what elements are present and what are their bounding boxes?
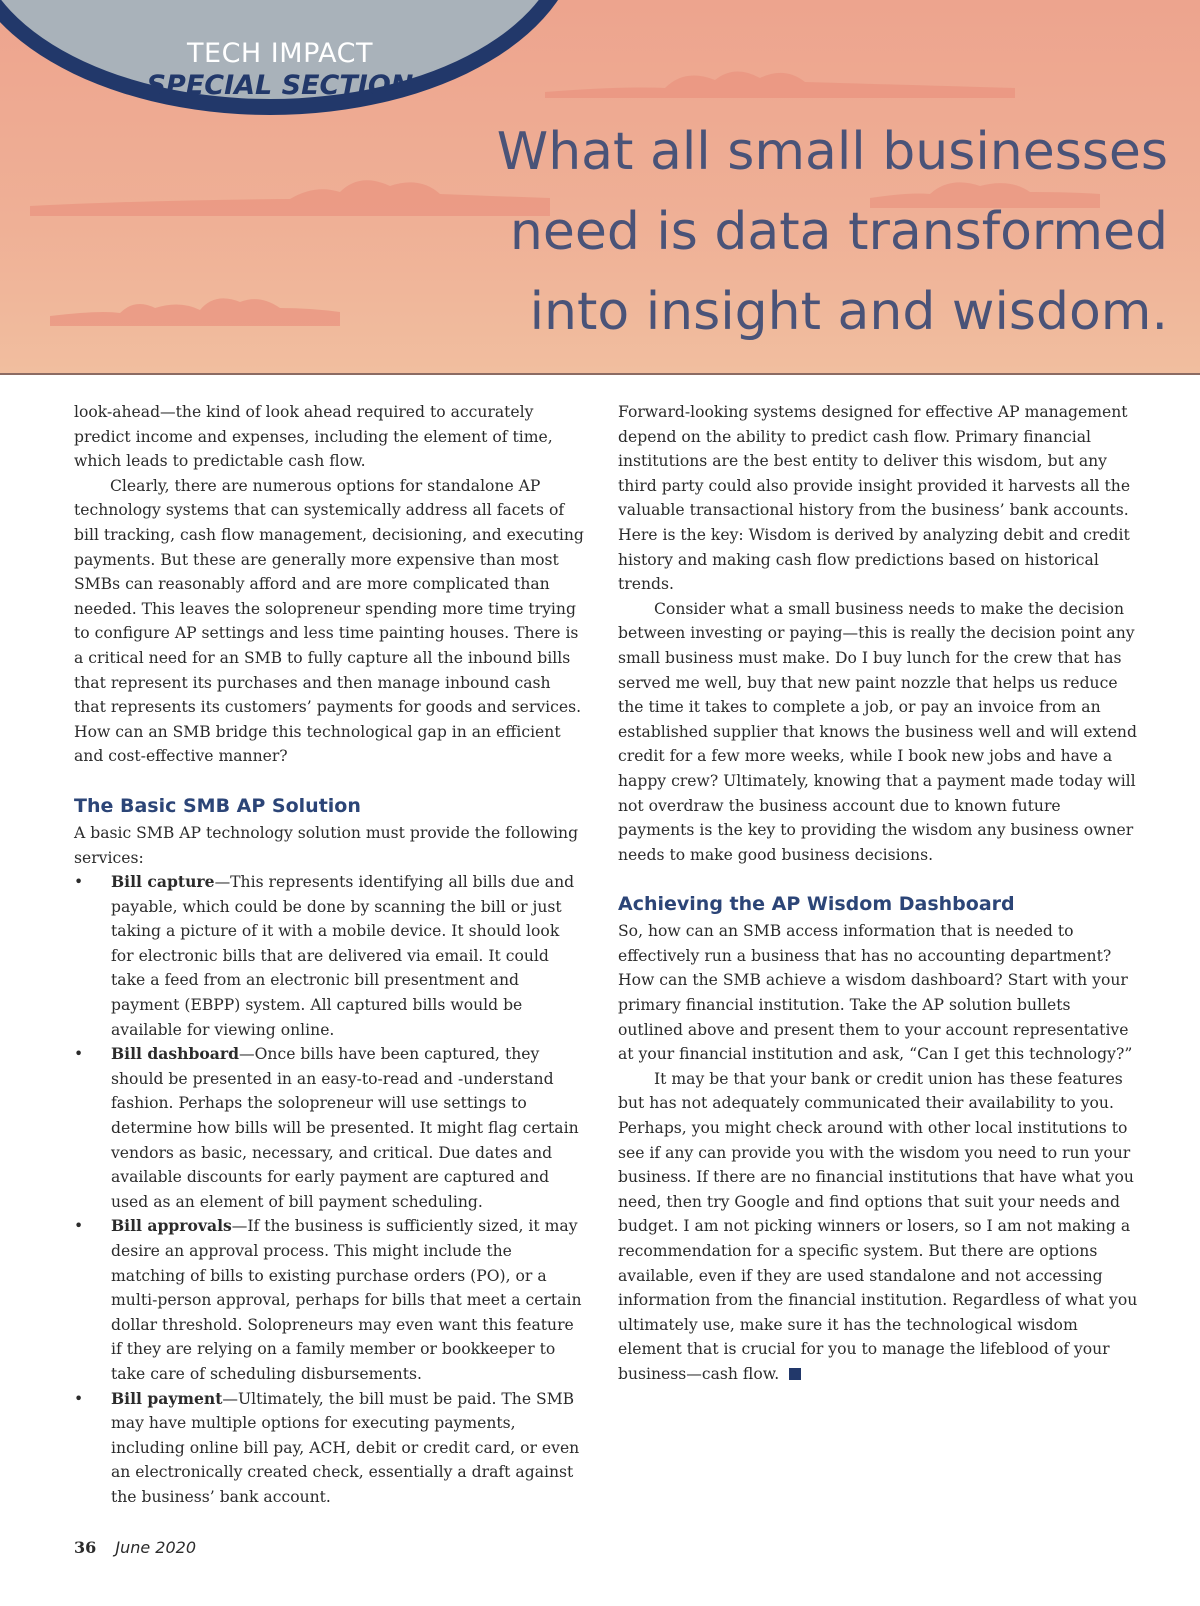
issue-date: June 2020 [115, 1538, 197, 1557]
list-item-text: —This represents identifying all bills due and payable, which could be done by scanning the bill or just taking a picture of it with a mobile device. It should look for electronic bills that are delivered via email. It could take a feed from an electronic bill presentment and payment (EBPP) system. All captured bills would be available for viewing online. [111, 873, 575, 1039]
paragraph: look-ahead—the kind of look ahead required to accurately predict income and expenses, including the element of time, which leads to predictable cash flow. [74, 403, 553, 471]
section-line2: SPECIAL SECTION [146, 70, 414, 101]
section-heading: The Basic SMB AP Solution [74, 794, 361, 817]
left-column [74, 400, 584, 1510]
cloud-decoration [545, 58, 1015, 98]
paragraph-text: It may be that your bank or credit union has these features but has not adequately communicated their availability to you. Perhaps, you might check around with other local institutions to see if any can provide you with the wisdom you need to run your business. If there are no financial institutions that have what you need, then try Google and find options that suit your needs and budget. I am not picking winners or losers, so I am not making a recommendation for a specific system. But there are options available, even if they are used standalone and not accessing information from the financial institution. Regardless of what you ultimately use, make sure it has the technological wisdom element that is crucial for you to manage the lifeblood of your business—cash flow. [618, 1069, 1138, 1383]
section-heading: Achieving the AP Wisdom Dashboard [618, 893, 1015, 916]
list-item [74, 1387, 584, 1510]
list-item-term: Bill payment [111, 1388, 223, 1408]
bullet-icon: • [74, 1217, 84, 1236]
section-line1: TECH IMPACT [187, 38, 373, 69]
paragraph [618, 1067, 1138, 1387]
list-item-text: —Once bills have been captured, they should be presented in an easy-to-read and -understand fashion. Perhaps the solopreneur will use settings to determine how bills will be presented. It might flag certain vendors as basic, necessary, and critical. Due dates and available discounts for early payment are captured and used as an element of bill payment scheduling. [111, 1045, 579, 1211]
cloud-decoration [50, 286, 340, 326]
list-item-term: Bill approvals [111, 1216, 232, 1236]
list-item [74, 1214, 584, 1386]
list-item-term: Bill capture [111, 872, 215, 892]
headline-line: What all small businesses [496, 122, 1168, 182]
headline [420, 112, 1168, 352]
paragraph: So, how can an SMB access information that is needed to effectively run a business that has no accounting department? How can the SMB achieve a wisdom dashboard? Start with your primary financial institution. Take the AP solution bullets outlined above and present them to your account representative at your financial institution and ask, “Can I get this technology?” [618, 922, 1133, 1064]
page-number: 36 [74, 1538, 97, 1557]
page-footer [74, 1538, 196, 1557]
bullet-icon: • [74, 873, 84, 892]
headline-line: into insight and wisdom. [529, 282, 1168, 342]
services-list [74, 870, 584, 1509]
bullet-icon: • [74, 1389, 84, 1408]
paragraph: Consider what a small business needs to make the decision between investing or paying—this is really the decision point any small business must make. Do I buy lunch for the crew that has served me well, buy that new paint nozzle that helps us reduce the time it takes to complete a job, or pay an invoice from an established supplier that knows the business well and will extend credit for a few more weeks, while I book new jobs and have a happy crew? Ultimately, knowing that a payment made today will not overdraw the business account due to known future payments is the key to providing the wisdom any business owner needs to make good business decisions. [618, 599, 1137, 864]
list-item [74, 870, 584, 1042]
right-column [618, 400, 1138, 1387]
section-label [140, 38, 420, 102]
header-banner [0, 0, 1200, 375]
list-item-term: Bill dashboard [111, 1044, 240, 1064]
paragraph: A basic SMB AP technology solution must provide the following services: [74, 823, 579, 867]
paragraph: Forward-looking systems designed for effective AP management depend on the ability to predict cash flow. Primary financial institutions are the best entity to deliver this wisdom, but any third party could also provide insight provided it harvests all the valuable transactional history from the business’ bank accounts. Here is the key: Wisdom is derived by analyzing debit and credit history and making cash flow predictions based on historical trends. [618, 403, 1131, 594]
bullet-icon: • [74, 1045, 84, 1064]
list-item-text: —Ultimately, the bill must be paid. The SMB may have multiple options for executing payments, including online bill pay, ACH, debit or credit card, or even an electronically created check, essentially a draft against the business’ bank account. [111, 1389, 580, 1506]
headline-line: need is data transformed [509, 202, 1168, 262]
list-item [74, 1042, 584, 1214]
end-mark-icon [789, 1368, 801, 1380]
paragraph: Clearly, there are numerous options for standalone AP technology systems that can systemically address all facets of bill tracking, cash flow management, decisioning, and executing payments. But these are generally more expensive than most SMBs can reasonably afford and are more complicated than needed. This leaves the solopreneur spending more time trying to configure AP settings and less time painting houses. There is a critical need for an SMB to fully capture all the inbound bills that represent its purchases and then manage inbound cash that represents its customers’ payments for goods and services. How can an SMB bridge this technological gap in an efficient and cost-effective manner? [74, 476, 584, 766]
list-item-text: —If the business is sufficiently sized, it may desire an approval process. This might include the matching of bills to existing purchase orders (PO), or a multi-person approval, perhaps for bills that meet a certain dollar threshold. Solopreneurs may even want this feature if they are relying on a family member or bookkeeper to take care of scheduling disbursements. [111, 1217, 582, 1383]
